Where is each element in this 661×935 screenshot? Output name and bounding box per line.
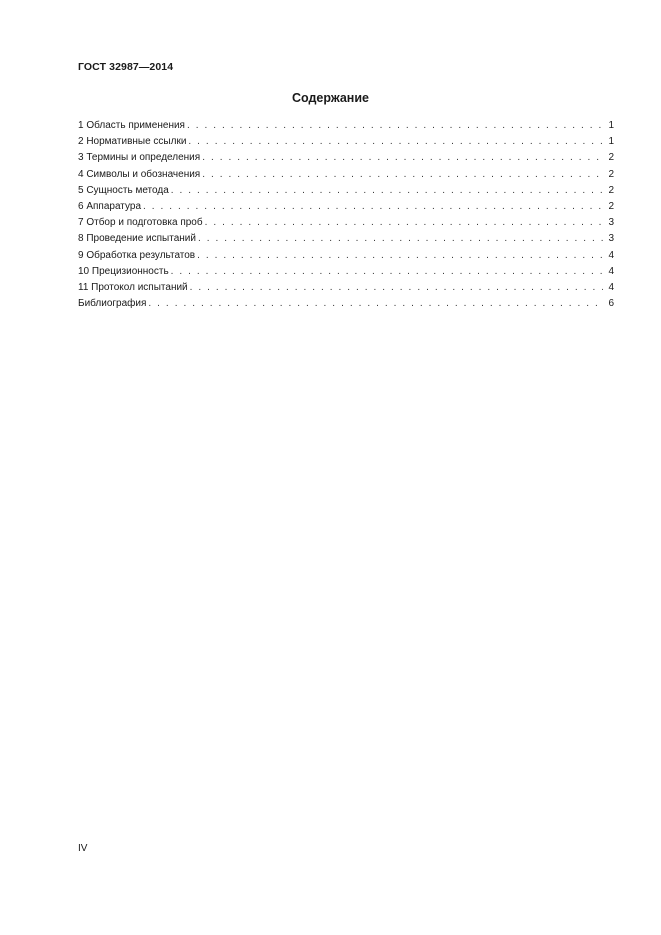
dot-leader: [188, 134, 603, 150]
dot-leader: [148, 296, 603, 312]
toc-entry-page: 4: [608, 249, 614, 261]
toc-entry-label: 3 Термины и определения: [78, 152, 201, 164]
toc-entry-precision[interactable]: [78, 264, 614, 280]
toc-entry-label: 1 Область применения: [78, 120, 185, 131]
toc-title: Содержание: [291, 91, 369, 105]
toc-entry-label: 5 Сущность метода: [78, 184, 169, 196]
dot-leader: [198, 231, 603, 247]
toc-entry-terms[interactable]: [78, 150, 614, 166]
toc-entry-page: 2: [608, 152, 614, 164]
toc-entry-label: 6 Аппаратура: [78, 200, 142, 212]
toc-entry-method-principle[interactable]: [78, 183, 614, 199]
page-number: IV: [78, 843, 88, 854]
dot-leader: [190, 280, 603, 296]
toc-entry-label: 9 Обработка результатов: [78, 249, 196, 261]
toc-entry-page: 3: [608, 217, 614, 229]
toc-entry-page: 3: [608, 233, 614, 245]
toc-entry-scope[interactable]: [78, 118, 614, 134]
dot-leader: [171, 264, 603, 280]
toc-entry-page: 2: [608, 184, 614, 196]
toc-entry-symbols[interactable]: [78, 167, 614, 183]
dot-leader: [197, 248, 603, 264]
dot-leader: [202, 150, 603, 166]
dot-leader: [143, 199, 603, 215]
toc-entry-page: 4: [608, 281, 614, 293]
toc-entry-page: 2: [608, 200, 614, 212]
toc-entry-page: 1: [608, 120, 614, 131]
toc-entry-page: 1: [608, 136, 614, 148]
toc-entry-label: 7 Отбор и подготовка проб: [78, 217, 203, 229]
table-of-contents: [78, 118, 614, 312]
document-code: ГОСТ 32987—2014: [78, 61, 174, 73]
toc-entry-label: 8 Проведение испытаний: [78, 233, 196, 245]
toc-entry-page: 4: [608, 265, 614, 277]
toc-entry-normative-references[interactable]: [78, 134, 614, 150]
toc-entry-label: 4 Символы и обозначения: [78, 168, 201, 180]
toc-entry-results-processing[interactable]: [78, 248, 614, 264]
toc-entry-sampling[interactable]: [78, 215, 614, 231]
toc-entry-label: 2 Нормативные ссылки: [78, 136, 187, 148]
toc-entry-bibliography[interactable]: [78, 296, 614, 312]
dot-leader: [205, 215, 603, 231]
toc-entry-testing[interactable]: [78, 231, 614, 247]
toc-entry-page: 2: [608, 168, 614, 180]
dot-leader: [202, 167, 603, 183]
toc-entry-label: 10 Прецизионность: [78, 265, 169, 277]
toc-entry-test-report[interactable]: [78, 280, 614, 296]
toc-entry-label: 11 Протокол испытаний: [78, 281, 188, 293]
toc-entry-page: 6: [608, 298, 614, 310]
toc-entry-label: Библиография: [78, 298, 147, 310]
dot-leader: [171, 183, 603, 199]
dot-leader: [187, 118, 603, 134]
toc-entry-apparatus[interactable]: [78, 199, 614, 215]
